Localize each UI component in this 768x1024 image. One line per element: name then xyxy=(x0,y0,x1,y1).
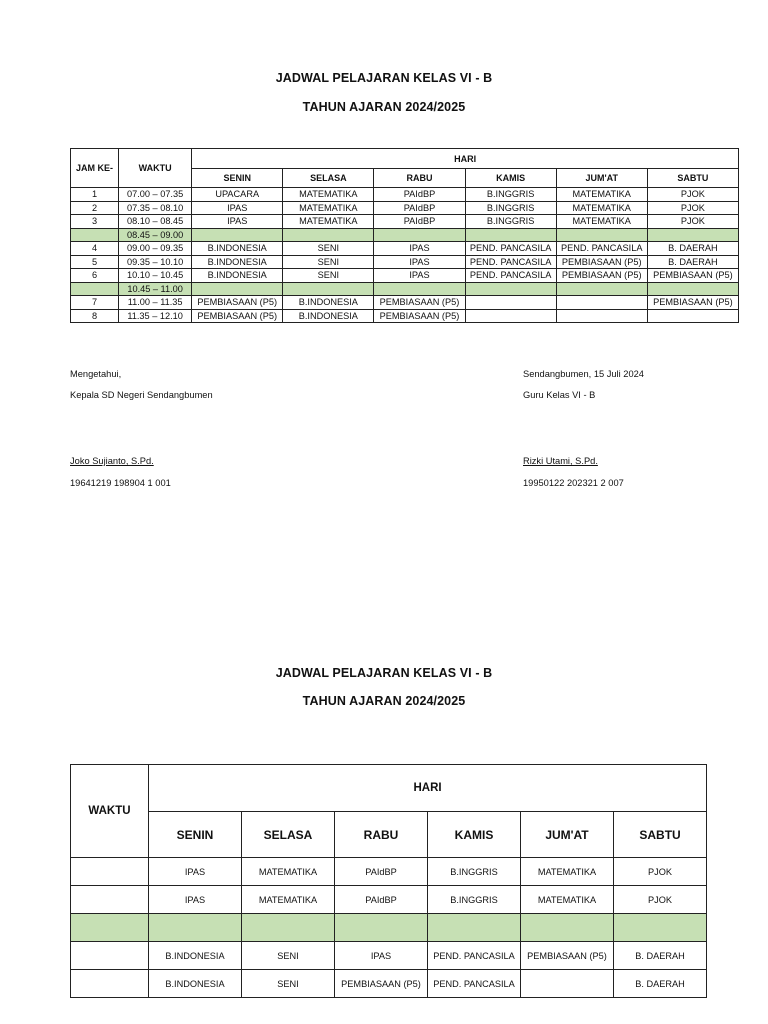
subject-cell: B.INDONESIA xyxy=(192,242,283,256)
subject-cell: PEMBIASAAN (P5) xyxy=(335,970,428,998)
subject-cell: MATEMATIKA xyxy=(242,858,335,886)
subject-cell: B.INDONESIA xyxy=(192,255,283,269)
waktu-cell: 09.00 – 09.35 xyxy=(119,242,192,256)
subject-cell: PEMBIASAAN (P5) xyxy=(192,296,283,310)
subject-cell: PEMBIASAAN (P5) xyxy=(374,309,465,323)
subject-cell xyxy=(374,282,465,296)
subject-cell xyxy=(465,228,556,242)
subject-cell: PEMBIASAAN (P5) xyxy=(556,255,647,269)
page-subtitle: TAHUN AJARAN 2024/2025 xyxy=(302,100,466,114)
jam-cell: 5 xyxy=(71,255,119,269)
subject-cell: B. DAERAH xyxy=(614,970,707,998)
subject-cell: B.INGGRIS xyxy=(465,215,556,229)
subject-cell xyxy=(647,228,738,242)
waktu-cell: 11.00 – 11.35 xyxy=(119,296,192,310)
waktu-cell xyxy=(71,858,149,886)
jam-cell: 8 xyxy=(71,309,119,323)
sig-left-nip: 19641219 198904 1 001 xyxy=(70,478,171,488)
subject-cell: SENI xyxy=(283,269,374,283)
subject-cell: B.INDONESIA xyxy=(149,942,242,970)
subject-cell: PAIdBP xyxy=(374,215,465,229)
subject-cell: B.INGGRIS xyxy=(428,886,521,914)
sig-right-nip: 19950122 202321 2 007 xyxy=(523,478,624,488)
day-header-rabu: RABU xyxy=(335,812,428,858)
table-row xyxy=(71,188,739,202)
subject-cell: B.INGGRIS xyxy=(465,188,556,202)
subject-cell: SENI xyxy=(242,970,335,998)
schedule-table-2 xyxy=(70,764,707,998)
jam-cell: 2 xyxy=(71,201,119,215)
subject-cell: PEND. PANCASILA xyxy=(465,242,556,256)
waktu-cell: 10.10 – 10.45 xyxy=(119,269,192,283)
sig-right-line1: Sendangbumen, 15 Juli 2024 xyxy=(523,369,644,379)
table-row xyxy=(71,858,707,886)
subject-cell: IPAS xyxy=(374,255,465,269)
subject-cell: PAIdBP xyxy=(335,886,428,914)
subject-cell: PEMBIASAAN (P5) xyxy=(647,269,738,283)
day-header-senin: SENIN xyxy=(149,812,242,858)
waktu-cell xyxy=(71,886,149,914)
subject-cell xyxy=(374,228,465,242)
table-row xyxy=(71,201,739,215)
waktu-cell: 10.45 – 11.00 xyxy=(119,282,192,296)
subject-cell: PEND. PANCASILA xyxy=(465,255,556,269)
subject-cell: MATEMATIKA xyxy=(556,215,647,229)
subject-cell: IPAS xyxy=(192,215,283,229)
subject-cell xyxy=(521,970,614,998)
subject-cell: B.INDONESIA xyxy=(149,970,242,998)
subject-cell: PJOK xyxy=(647,201,738,215)
sig-right-name: Rizki Utami, S.Pd. xyxy=(523,456,598,466)
subject-cell: PAIdBP xyxy=(374,201,465,215)
table-row xyxy=(71,296,739,310)
subject-cell: SENI xyxy=(283,242,374,256)
subject-cell: UPACARA xyxy=(192,188,283,202)
table-row xyxy=(71,255,739,269)
subject-cell: PJOK xyxy=(647,215,738,229)
day-header-sabtu: SABTU xyxy=(614,812,707,858)
day-header-senin: SENIN xyxy=(192,169,283,188)
subject-cell: MATEMATIKA xyxy=(521,886,614,914)
subject-cell: PEND. PANCASILA xyxy=(556,242,647,256)
subject-cell: IPAS xyxy=(149,886,242,914)
subject-cell: MATEMATIKA xyxy=(556,188,647,202)
day-header-kamis: KAMIS xyxy=(428,812,521,858)
subject-cell: PAIdBP xyxy=(374,188,465,202)
sig-left-line2: Kepala SD Negeri Sendangbumen xyxy=(70,390,213,400)
break-row xyxy=(71,228,739,242)
jam-cell: 6 xyxy=(71,269,119,283)
subject-cell xyxy=(556,309,647,323)
break-row xyxy=(71,282,739,296)
jam-cell xyxy=(71,228,119,242)
subject-cell: B. DAERAH xyxy=(614,942,707,970)
col-header-waktu-2: WAKTU xyxy=(71,765,149,858)
subject-cell: IPAS xyxy=(192,201,283,215)
subject-cell: IPAS xyxy=(374,242,465,256)
col-header-hari-2: HARI xyxy=(149,765,707,812)
subject-cell: IPAS xyxy=(149,858,242,886)
subject-cell: PEMBIASAAN (P5) xyxy=(647,296,738,310)
subject-cell: PEND. PANCASILA xyxy=(428,942,521,970)
subject-cell: MATEMATIKA xyxy=(556,201,647,215)
waktu-cell: 08.10 – 08.45 xyxy=(119,215,192,229)
day-header-jum-at: JUM'AT xyxy=(556,169,647,188)
subject-cell xyxy=(465,296,556,310)
waktu-cell: 07.35 – 08.10 xyxy=(119,201,192,215)
subject-cell: PEND. PANCASILA xyxy=(428,970,521,998)
subject-cell xyxy=(556,296,647,310)
subject-cell: B. DAERAH xyxy=(647,255,738,269)
col-header-waktu: WAKTU xyxy=(119,149,192,188)
sig-left-line1: Mengetahui, xyxy=(70,369,122,379)
subject-cell xyxy=(335,914,428,942)
page-title: JADWAL PELAJARAN KELAS VI - B xyxy=(275,71,493,85)
table-row xyxy=(71,242,739,256)
subject-cell: SENI xyxy=(242,942,335,970)
waktu-cell xyxy=(71,970,149,998)
waktu-cell xyxy=(71,942,149,970)
subject-cell xyxy=(192,282,283,296)
waktu-cell xyxy=(71,914,149,942)
schedule-table xyxy=(70,148,739,323)
waktu-cell: 08.45 – 09.00 xyxy=(119,228,192,242)
subject-cell: MATEMATIKA xyxy=(283,215,374,229)
subject-cell xyxy=(428,914,521,942)
subject-cell xyxy=(283,228,374,242)
subject-cell: B.INDONESIA xyxy=(283,309,374,323)
table-row xyxy=(71,215,739,229)
subject-cell: PEMBIASAAN (P5) xyxy=(192,309,283,323)
col-header-jam: JAM KE- xyxy=(71,149,119,188)
day-header-selasa: SELASA xyxy=(283,169,374,188)
subject-cell xyxy=(556,228,647,242)
day-header-rabu: RABU xyxy=(374,169,465,188)
subject-cell xyxy=(521,914,614,942)
subject-cell: IPAS xyxy=(335,942,428,970)
subject-cell: IPAS xyxy=(374,269,465,283)
subject-cell xyxy=(465,309,556,323)
subject-cell: B.INDONESIA xyxy=(283,296,374,310)
table-row xyxy=(71,970,707,998)
subject-cell: PEMBIASAAN (P5) xyxy=(374,296,465,310)
subject-cell: MATEMATIKA xyxy=(242,886,335,914)
subject-cell xyxy=(647,282,738,296)
jam-cell: 4 xyxy=(71,242,119,256)
day-header-sabtu: SABTU xyxy=(647,169,738,188)
subject-cell xyxy=(647,309,738,323)
page-title-2: JADWAL PELAJARAN KELAS VI - B xyxy=(275,666,493,680)
sig-right-line2: Guru Kelas VI - B xyxy=(523,390,596,400)
waktu-cell: 11.35 – 12.10 xyxy=(119,309,192,323)
table-row xyxy=(71,886,707,914)
subject-cell xyxy=(614,914,707,942)
subject-cell: PJOK xyxy=(614,858,707,886)
subject-cell: MATEMATIKA xyxy=(283,201,374,215)
subject-cell: PAIdBP xyxy=(335,858,428,886)
table-row xyxy=(71,942,707,970)
subject-cell: PEND. PANCASILA xyxy=(465,269,556,283)
subject-cell xyxy=(149,914,242,942)
waktu-cell: 09.35 – 10.10 xyxy=(119,255,192,269)
day-header-kamis: KAMIS xyxy=(465,169,556,188)
jam-cell: 1 xyxy=(71,188,119,202)
subject-cell xyxy=(242,914,335,942)
subject-cell xyxy=(283,282,374,296)
subject-cell: PEMBIASAAN (P5) xyxy=(521,942,614,970)
subject-cell: PJOK xyxy=(614,886,707,914)
subject-cell: MATEMATIKA xyxy=(283,188,374,202)
sig-left-name: Joko Sujianto, S.Pd. xyxy=(70,456,154,466)
subject-cell: B. DAERAH xyxy=(647,242,738,256)
break-row xyxy=(71,914,707,942)
subject-cell: B.INDONESIA xyxy=(192,269,283,283)
subject-cell: MATEMATIKA xyxy=(521,858,614,886)
col-header-hari: HARI xyxy=(192,149,739,169)
subject-cell xyxy=(465,282,556,296)
subject-cell: SENI xyxy=(283,255,374,269)
table-row xyxy=(71,309,739,323)
jam-cell: 3 xyxy=(71,215,119,229)
day-header-jum-at: JUM'AT xyxy=(521,812,614,858)
waktu-cell: 07.00 – 07.35 xyxy=(119,188,192,202)
subject-cell: B.INGGRIS xyxy=(428,858,521,886)
table-row xyxy=(71,269,739,283)
subject-cell: PJOK xyxy=(647,188,738,202)
day-header-selasa: SELASA xyxy=(242,812,335,858)
subject-cell: PEMBIASAAN (P5) xyxy=(556,269,647,283)
subject-cell xyxy=(556,282,647,296)
subject-cell: B.INGGRIS xyxy=(465,201,556,215)
jam-cell: 7 xyxy=(71,296,119,310)
page-subtitle-2: TAHUN AJARAN 2024/2025 xyxy=(302,694,466,708)
jam-cell xyxy=(71,282,119,296)
subject-cell xyxy=(192,228,283,242)
